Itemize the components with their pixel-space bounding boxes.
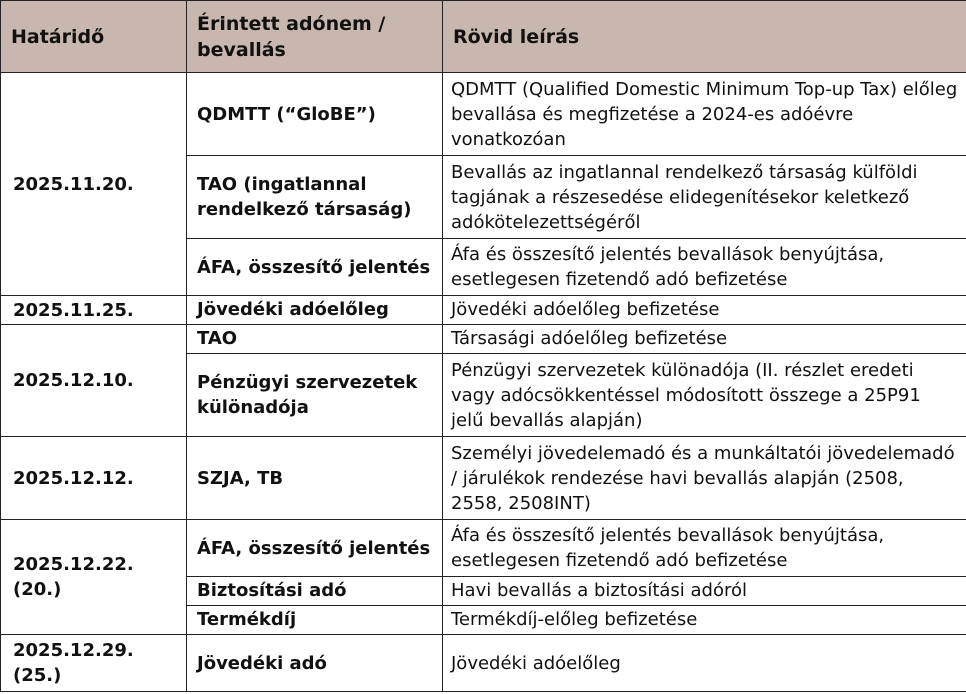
deadline-cell: 2025.12.29. (25.)	[1, 635, 187, 692]
tax-cell: SZJA, TB	[187, 437, 443, 520]
tax-cell: Jövedéki adóelőleg	[187, 296, 443, 325]
deadline-cell: 2025.11.25.	[1, 296, 187, 325]
tax-cell: ÁFA, összesítő jelentés	[187, 239, 443, 296]
description-cell: Jövedéki adóelőleg	[443, 635, 966, 692]
description-cell: Jövedéki adóelőleg befizetése	[443, 296, 966, 325]
header-row	[1, 1, 966, 73]
description-cell: Havi bevallás a biztosítási adóról	[443, 577, 966, 606]
deadline-cell: 2025.11.20.	[1, 73, 187, 296]
tax-cell: ÁFA, összesítő jelentés	[187, 520, 443, 577]
description-cell: Pénzügyi szervezetek különadója (II. részlet eredeti vagy adócsökkentéssel módosított összege a 25P91 jelű bevallás alapján)	[443, 354, 966, 437]
tax-cell: TAO (ingatlannal rendelkező társaság)	[187, 156, 443, 239]
header-tax: Érintett adónem / bevallás	[187, 1, 443, 73]
table-row	[1, 325, 966, 354]
deadline-cell: 2025.12.22. (20.)	[1, 520, 187, 635]
tax-cell: TAO	[187, 325, 443, 354]
tax-cell: Pénzügyi szervezetek különadója	[187, 354, 443, 437]
description-cell: Áfa és összesítő jelentés bevallások benyújtása, esetlegesen fizetendő adó befizetése	[443, 239, 966, 296]
deadline-cell: 2025.12.12.	[1, 437, 187, 520]
tax-cell: Jövedéki adó	[187, 635, 443, 692]
tax-cell: Termékdíj	[187, 606, 443, 635]
description-cell: Termékdíj-előleg befizetése	[443, 606, 966, 635]
table-row	[1, 296, 966, 325]
description-cell: Társasági adóelőleg befizetése	[443, 325, 966, 354]
description-cell: Személyi jövedelemadó és a munkáltatói jövedelemadó / járulékok rendezése havi bevallás alapján (2508, 2558, 2508INT)	[443, 437, 966, 520]
table-row	[1, 437, 966, 520]
header-description: Rövid leírás	[443, 1, 966, 73]
description-cell: Áfa és összesítő jelentés bevallások benyújtása, esetlegesen fizetendő adó befizetése	[443, 520, 966, 577]
table-row	[1, 635, 966, 692]
header-deadline: Határidő	[1, 1, 187, 73]
table-row	[1, 73, 966, 156]
tax-cell: Biztosítási adó	[187, 577, 443, 606]
tax-cell: QDMTT (“GloBE”)	[187, 73, 443, 156]
table-row	[1, 520, 966, 577]
description-cell: Bevallás az ingatlannal rendelkező társaság külföldi tagjának a részesedése elidegenítésekor keletkező adókötelezettségéről	[443, 156, 966, 239]
description-cell: QDMTT (Qualified Domestic Minimum Top-up Tax) előleg bevallása és megfizetése a 2024-es adóévre vonatkozóan	[443, 73, 966, 156]
deadline-cell: 2025.12.10.	[1, 325, 187, 437]
